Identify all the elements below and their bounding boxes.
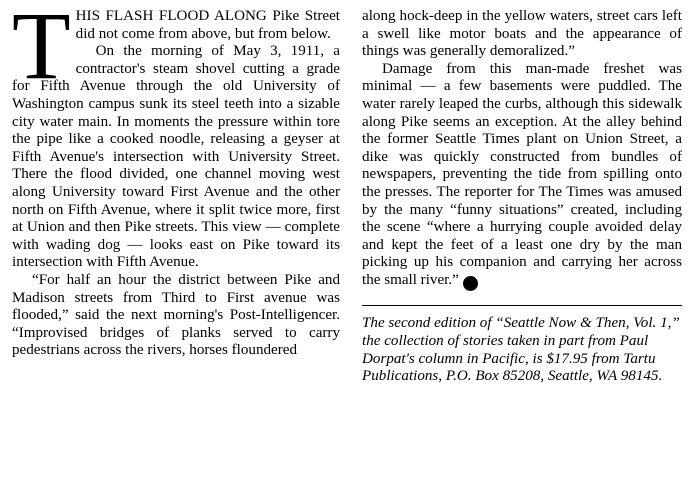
- left-column: [12, 0, 340, 471]
- paragraph: [362, 61, 682, 291]
- right-column: [362, 8, 682, 471]
- section-divider: [362, 305, 682, 306]
- paragraph: On the morning of May 3, 1911, a contractor's steam shovel cutting a grade for Fifth Avenue through the old University of Washington campus sunk its steel teeth into a sizable city water main. In moments the pressure within tore the pipe like a cooked noodle, releasing a geyser at Fifth Avenue's intersection with University Street. There the flood divided, one channel moving west along University toward First Avenue and the other north on Fifth Avenue, where it split twice more, first at Union and then Pike streets. This view — complete with wading dog — looks east on Pike toward its intersection with Fifth Avenue.: [12, 43, 340, 271]
- two-column-layout: [12, 0, 690, 471]
- drop-cap: T: [12, 0, 71, 99]
- paragraph: along hock-deep in the yellow waters, street cars left a swell like motor boats and the appearance of things was generally demoralized.”: [362, 8, 682, 60]
- paragraph: [12, 0, 340, 99]
- colophon: The second edition of “Seattle Now & Then, Vol. 1,” the collection of stories taken in part from Paul Dorpat's column in Pacific, is $17.95 from Tartu Publications, P.O. Box 85208, Seattle, WA 98145.: [362, 314, 680, 385]
- paragraph: “For half an hour the district between Pike and Madison streets from Third to First avenue was flooded,” said the next morning's Post-Intelligencer. “Improvised bridges of planks served to carry pedestrians across the rivers, horses floundered: [12, 271, 340, 359]
- paragraph-text: Damage from this man-made freshet was minimal — a few basements were puddled. The water rarely leaped the curbs, although this sidewalk along Pike seems an exception. At the alley behind the former Seattle Times plant on Union Street, a dike was quickly constructed from bundles of newspapers, preventing the tide from spilling onto the presses. The reporter for The Times was amused by the many “funny situations” created, including the scene “where a hurrying couple avoided delay and kept the feet of a least one dry by the man picking up his companion and carrying her across the small river.”: [362, 60, 682, 288]
- paragraph-text: HIS FLASH FLOOD ALONG Pike Street did not come from above, but from below.: [75, 8, 340, 42]
- end-mark-icon: P: [463, 276, 478, 291]
